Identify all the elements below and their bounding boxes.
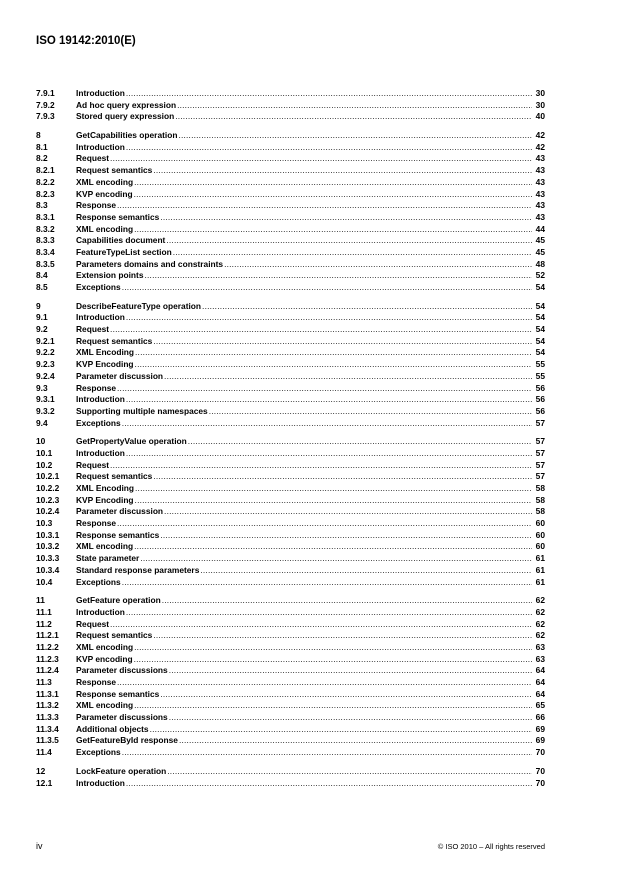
toc-section-gap	[36, 123, 545, 130]
toc-entry-title: Request	[76, 324, 110, 335]
toc-leader-dots	[126, 88, 532, 100]
toc-entry-number: 11.4	[36, 747, 52, 758]
toc-entry-page: 58	[535, 483, 545, 493]
toc-entry[interactable]	[36, 312, 545, 324]
toc-entry[interactable]	[36, 259, 545, 271]
toc-entry-title: Introduction	[76, 88, 125, 98]
document-header: ISO 19142:2010(E)	[36, 35, 136, 47]
toc-entry-page: 55	[535, 359, 545, 370]
toc-entry-number: 9.4	[36, 417, 48, 428]
toc-leader-dots	[135, 483, 532, 495]
toc-entry-number: 11.3.5	[36, 735, 59, 746]
toc-entry-title: Request	[76, 153, 110, 164]
toc-entry[interactable]	[36, 766, 545, 778]
toc-entry-number: 8.3.2	[36, 223, 55, 234]
toc-entry-page: 62	[535, 630, 545, 641]
toc-entry-number: 10.3	[36, 518, 53, 529]
toc-entry-page: 43	[535, 165, 545, 176]
toc-entry[interactable]	[36, 460, 545, 472]
toc-leader-dots	[140, 553, 532, 565]
toc-leader-dots	[110, 324, 532, 336]
toc-entry[interactable]	[36, 712, 545, 724]
toc-leader-dots	[134, 700, 532, 712]
toc-leader-dots	[202, 301, 532, 313]
toc-entry-title: GetFeatureById response	[76, 735, 178, 746]
toc-entry-page: 60	[535, 541, 545, 552]
toc-entry-page: 66	[535, 712, 545, 723]
toc-entry-page: 65	[535, 700, 545, 711]
toc-entry-page: 61	[535, 564, 545, 575]
toc-entry-title: KVP encoding	[76, 188, 133, 199]
toc-entry-title: Request semantics	[76, 165, 153, 176]
toc-leader-dots	[173, 247, 532, 259]
toc-entry[interactable]	[36, 577, 545, 589]
toc-entry-page: 57	[535, 447, 545, 458]
toc-entry[interactable]	[36, 282, 545, 294]
toc-entry-page: 45	[535, 235, 545, 246]
toc-leader-dots	[134, 224, 532, 236]
toc-leader-dots	[117, 518, 532, 530]
toc-entry[interactable]	[36, 270, 545, 282]
toc-entry-number: 11.2.2	[36, 641, 59, 652]
toc-entry-number: 11.3	[36, 677, 52, 687]
toc-entry-page: 64	[535, 688, 545, 699]
toc-entry-number: 9.1	[36, 312, 48, 323]
toc-entry-page: 54	[535, 312, 545, 323]
page-number: iv	[36, 841, 43, 851]
toc-entry-number: 8.3.4	[36, 246, 55, 257]
copyright-notice: © ISO 2010 – All rights reserved	[437, 842, 545, 851]
toc-leader-dots	[134, 177, 532, 189]
toc-leader-dots	[110, 153, 532, 165]
toc-entry-page: 42	[535, 141, 545, 152]
toc-entry-number: 7.9.2	[36, 99, 55, 110]
toc-entry-title: KVP Encoding	[76, 494, 134, 505]
toc-entry-number: 12	[36, 765, 46, 776]
toc-leader-dots	[162, 595, 532, 607]
toc-entry-page: 54	[535, 324, 545, 335]
toc-entry[interactable]	[36, 700, 545, 712]
toc-entry-page: 70	[535, 747, 545, 758]
toc-entry[interactable]	[36, 200, 545, 212]
toc-entry-title: Stored query expression	[76, 111, 175, 122]
toc-entry-page: 30	[535, 88, 545, 98]
toc-entry-title: KVP encoding	[76, 653, 133, 664]
toc-entry[interactable]	[36, 747, 545, 759]
toc-entry-page: 60	[535, 518, 545, 529]
toc-entry-number: 10.2.3	[36, 494, 60, 505]
toc-entry-number: 9.2	[36, 324, 48, 335]
toc-entry[interactable]	[36, 336, 545, 348]
toc-entry-number: 11.2.4	[36, 665, 59, 676]
toc-entry-page: 54	[535, 335, 545, 346]
toc-section-gap	[36, 294, 545, 301]
toc-entry[interactable]	[36, 189, 545, 201]
toc-entry[interactable]	[36, 130, 545, 142]
toc-section-gap	[36, 429, 545, 436]
toc-entry-title: GetPropertyValue operation	[76, 436, 187, 447]
toc-entry-number: 8.5	[36, 282, 48, 292]
toc-leader-dots	[224, 259, 532, 271]
toc-entry-title: Parameters domains and constraints	[76, 258, 224, 269]
toc-entry-title: Response semantics	[76, 211, 160, 222]
toc-entry-title: Introduction	[76, 394, 125, 405]
toc-entry-number: 11.3.3	[36, 712, 59, 723]
toc-leader-dots	[135, 359, 532, 371]
toc-entry-title: Introduction	[76, 777, 125, 788]
toc-entry-number: 7.9.1	[36, 88, 55, 98]
toc-leader-dots	[134, 642, 532, 654]
toc-entry[interactable]	[36, 111, 545, 123]
toc-entry-number: 8.2.1	[36, 165, 55, 176]
toc-entry-number: 8.4	[36, 270, 48, 281]
toc-entry-number: 10.3.1	[36, 529, 60, 540]
toc-entry-number: 10	[36, 436, 46, 447]
toc-entry-number: 9.2.1	[36, 335, 55, 346]
toc-entry-title: Introduction	[76, 312, 125, 323]
toc-entry[interactable]	[36, 212, 545, 224]
toc-leader-dots	[179, 735, 532, 747]
toc-entry[interactable]	[36, 235, 545, 247]
toc-entry[interactable]	[36, 301, 545, 313]
toc-entry[interactable]	[36, 88, 545, 100]
toc-entry[interactable]	[36, 607, 545, 619]
toc-entry-page: 43	[535, 153, 545, 164]
toc-entry-title: KVP Encoding	[76, 359, 134, 370]
toc-entry-number: 9.2.4	[36, 370, 55, 381]
toc-entry[interactable]	[36, 778, 545, 790]
toc-entry-number: 9.2.3	[36, 359, 55, 370]
toc-leader-dots	[126, 142, 532, 154]
toc-entry-title: XML encoding	[76, 176, 134, 187]
toc-entry-number: 10.2.4	[36, 506, 60, 517]
toc-entry-title: Request	[76, 459, 110, 470]
toc-entry-page: 42	[535, 130, 545, 141]
toc-entry-title: GetCapabilities operation	[76, 130, 178, 141]
toc-entry[interactable]	[36, 654, 545, 666]
toc-entry-page: 54	[535, 347, 545, 358]
toc-entry[interactable]	[36, 471, 545, 483]
toc-leader-dots	[135, 495, 532, 507]
toc-entry-number: 11.2.1	[36, 630, 59, 641]
toc-entry-title: Introduction	[76, 606, 125, 617]
toc-entry-number: 8.2.2	[36, 176, 55, 187]
toc-leader-dots	[122, 577, 532, 589]
toc-entry-title: State parameter	[76, 553, 140, 564]
toc-entry[interactable]	[36, 359, 545, 371]
toc-leader-dots	[144, 270, 532, 282]
toc-leader-dots	[117, 677, 532, 689]
toc-entry-title: Request semantics	[76, 471, 153, 482]
toc-leader-dots	[135, 347, 532, 359]
toc-entry-number: 8.3.5	[36, 258, 55, 269]
toc-entry-number: 10.2.2	[36, 483, 60, 493]
toc-entry-title: XML encoding	[76, 700, 134, 711]
toc-leader-dots	[175, 111, 532, 123]
toc-leader-dots	[126, 448, 532, 460]
toc-entry-title: DescribeFeatureType operation	[76, 300, 202, 311]
toc-leader-dots	[153, 336, 532, 348]
toc-entry-number: 9	[36, 300, 41, 311]
toc-entry[interactable]	[36, 406, 545, 418]
toc-leader-dots	[134, 654, 532, 666]
toc-leader-dots	[169, 712, 532, 724]
toc-entry-number: 12.1	[36, 777, 53, 788]
toc-leader-dots	[209, 406, 532, 418]
toc-entry-number: 8.3.3	[36, 235, 55, 246]
toc-entry-page: 56	[535, 394, 545, 405]
toc-leader-dots	[167, 766, 532, 778]
toc-entry-title: Standard response parameters	[76, 564, 200, 575]
toc-entry-page: 63	[535, 641, 545, 652]
toc-entry-number: 8.2	[36, 153, 48, 164]
toc-leader-dots	[150, 724, 532, 736]
toc-entry[interactable]	[36, 347, 545, 359]
toc-leader-dots	[122, 418, 532, 430]
toc-entry-number: 10.3.2	[36, 541, 60, 552]
toc-entry[interactable]	[36, 518, 545, 530]
toc-entry-page: 57	[535, 459, 545, 470]
toc-entry-title: LockFeature operation	[76, 765, 167, 776]
toc-entry-page: 58	[535, 494, 545, 505]
toc-entry-title: Parameter discussion	[76, 506, 164, 517]
toc-entry-title: Introduction	[76, 447, 125, 458]
toc-entry-number: 11	[36, 595, 45, 606]
toc-entry[interactable]	[36, 541, 545, 553]
toc-entry[interactable]	[36, 436, 545, 448]
toc-entry[interactable]	[36, 371, 545, 383]
toc-entry-page: 30	[535, 99, 545, 110]
toc-leader-dots	[160, 212, 532, 224]
toc-leader-dots	[160, 689, 532, 701]
toc-entry-page: 56	[535, 405, 545, 416]
toc-entry[interactable]	[36, 418, 545, 430]
toc-entry-title: Response semantics	[76, 529, 160, 540]
toc-entry-title: Response	[76, 677, 117, 687]
toc-entry-number: 8.2.3	[36, 188, 55, 199]
toc-entry-title: Introduction	[76, 141, 125, 152]
toc-leader-dots	[166, 235, 532, 247]
toc-entry[interactable]	[36, 324, 545, 336]
toc-entry-title: Capabilities document	[76, 235, 166, 246]
toc-entry-number: 9.3	[36, 382, 48, 393]
toc-entry-page: 56	[535, 382, 545, 393]
toc-entry-title: FeatureTypeList section	[76, 246, 172, 257]
toc-entry[interactable]	[36, 595, 545, 607]
toc-entry[interactable]	[36, 495, 545, 507]
toc-leader-dots	[153, 165, 532, 177]
toc-entry-page: 60	[535, 529, 545, 540]
toc-leader-dots	[169, 665, 532, 677]
toc-entry-title: Request semantics	[76, 630, 153, 641]
toc-entry-number: 11.3.2	[36, 700, 59, 711]
toc-entry-page: 61	[535, 576, 545, 587]
toc-entry-page: 69	[535, 735, 545, 746]
toc-entry-number: 8.3.1	[36, 211, 55, 222]
toc-leader-dots	[126, 394, 532, 406]
toc-entry-title: Exceptions	[76, 282, 121, 292]
toc-entry[interactable]	[36, 483, 545, 495]
toc-entry-page: 64	[535, 677, 545, 687]
toc-leader-dots	[110, 460, 532, 472]
toc-entry-page: 54	[535, 300, 545, 311]
toc-entry-page: 62	[535, 606, 545, 617]
toc-entry[interactable]	[36, 677, 545, 689]
toc-entry-number: 10.3.4	[36, 564, 60, 575]
toc-entry-title: Extension points	[76, 270, 144, 281]
toc-leader-dots	[117, 383, 532, 395]
toc-entry-title: GetFeature operation	[76, 595, 161, 606]
toc-entry[interactable]	[36, 565, 545, 577]
toc-leader-dots	[153, 471, 532, 483]
toc-leader-dots	[153, 630, 532, 642]
toc-entry-title: XML encoding	[76, 223, 134, 234]
toc-entry[interactable]	[36, 153, 545, 165]
toc-entry-number: 9.3.1	[36, 394, 55, 405]
toc-entry[interactable]	[36, 689, 545, 701]
toc-entry-page: 45	[535, 246, 545, 257]
toc-entry-page: 44	[535, 223, 545, 234]
toc-entry-title: XML encoding	[76, 541, 134, 552]
toc-entry-number: 8.3	[36, 200, 48, 211]
toc-entry[interactable]	[36, 394, 545, 406]
toc-entry-title: Request semantics	[76, 335, 153, 346]
toc-leader-dots	[164, 506, 532, 518]
toc-leader-dots	[164, 371, 532, 383]
toc-entry[interactable]	[36, 224, 545, 236]
toc-entry[interactable]	[36, 165, 545, 177]
toc-entry[interactable]	[36, 100, 545, 112]
toc-entry-page: 63	[535, 653, 545, 664]
toc-entry-title: Request	[76, 618, 110, 629]
toc-entry-page: 48	[535, 258, 545, 269]
toc-entry[interactable]	[36, 619, 545, 631]
toc-entry[interactable]	[36, 247, 545, 259]
toc-entry-title: Exceptions	[76, 747, 121, 758]
toc-leader-dots	[160, 530, 532, 542]
toc-entry-page: 54	[535, 282, 545, 292]
toc-entry-title: Exceptions	[76, 417, 121, 428]
toc-entry-page: 69	[535, 723, 545, 734]
toc-entry[interactable]	[36, 177, 545, 189]
toc-entry[interactable]	[36, 724, 545, 736]
toc-leader-dots	[126, 312, 532, 324]
table-of-contents	[36, 88, 545, 789]
toc-entry-title: XML Encoding	[76, 483, 135, 493]
toc-entry-title: XML Encoding	[76, 347, 135, 358]
toc-entry-page: 52	[535, 270, 545, 281]
toc-leader-dots	[177, 100, 532, 112]
toc-entry-number: 10.3.3	[36, 553, 60, 564]
toc-entry-page: 43	[535, 211, 545, 222]
toc-entry-title: Additional objects	[76, 723, 149, 734]
toc-entry[interactable]	[36, 630, 545, 642]
toc-entry-number: 7.9.3	[36, 111, 55, 122]
toc-entry-number: 10.2	[36, 459, 53, 470]
toc-entry-page: 62	[535, 618, 545, 629]
toc-entry-page: 57	[535, 417, 545, 428]
toc-section-gap	[36, 759, 545, 766]
toc-entry-title: Exceptions	[76, 576, 121, 587]
toc-entry[interactable]	[36, 448, 545, 460]
toc-entry-title: Parameter discussion	[76, 370, 164, 381]
toc-entry[interactable]	[36, 383, 545, 395]
toc-entry-title: Supporting multiple namespaces	[76, 405, 208, 416]
toc-entry-page: 40	[535, 111, 545, 122]
toc-entry-page: 43	[535, 176, 545, 187]
toc-entry-page: 58	[535, 506, 545, 517]
toc-entry-number: 8.1	[36, 141, 48, 152]
toc-entry-number: 10.4	[36, 576, 53, 587]
toc-leader-dots	[134, 541, 532, 553]
toc-entry[interactable]	[36, 665, 545, 677]
toc-leader-dots	[188, 436, 532, 448]
toc-leader-dots	[122, 747, 532, 759]
toc-entry-title: Response	[76, 518, 117, 529]
toc-entry-title: XML encoding	[76, 641, 134, 652]
toc-entry-page: 70	[535, 765, 545, 776]
toc-leader-dots	[122, 282, 532, 294]
toc-entry-number: 9.2.2	[36, 347, 55, 358]
toc-leader-dots	[110, 619, 532, 631]
toc-entry-title: Response	[76, 382, 117, 393]
toc-entry-number: 11.1	[36, 606, 52, 617]
toc-entry[interactable]	[36, 142, 545, 154]
toc-entry-number: 9.3.2	[36, 405, 55, 416]
toc-leader-dots	[126, 778, 532, 790]
toc-leader-dots	[178, 130, 532, 142]
toc-entry-title: Ad hoc query expression	[76, 99, 177, 110]
toc-leader-dots	[117, 200, 532, 212]
toc-entry-page: 57	[535, 471, 545, 482]
toc-entry-number: 11.2	[36, 618, 52, 629]
toc-entry-page: 43	[535, 188, 545, 199]
toc-section-gap	[36, 588, 545, 595]
toc-entry[interactable]	[36, 506, 545, 518]
toc-entry[interactable]	[36, 553, 545, 565]
toc-entry-number: 10.1	[36, 447, 53, 458]
toc-leader-dots	[200, 565, 532, 577]
toc-entry-title: Parameter discussions	[76, 712, 168, 723]
toc-entry-page: 57	[535, 436, 545, 447]
toc-entry-title: Parameter discussions	[76, 665, 168, 676]
toc-entry[interactable]	[36, 530, 545, 542]
toc-entry-page: 70	[535, 777, 545, 788]
toc-entry-title: Response semantics	[76, 688, 160, 699]
toc-entry-number: 11.2.3	[36, 653, 59, 664]
toc-entry-title: Response	[76, 200, 117, 211]
toc-entry-page: 61	[535, 553, 545, 564]
toc-entry-page: 43	[535, 200, 545, 211]
toc-entry[interactable]	[36, 735, 545, 747]
toc-entry-page: 64	[535, 665, 545, 676]
toc-entry-number: 8	[36, 130, 41, 141]
toc-entry[interactable]	[36, 642, 545, 654]
toc-leader-dots	[126, 607, 532, 619]
toc-entry-number: 11.3.1	[36, 688, 59, 699]
toc-entry-page: 62	[535, 595, 545, 606]
toc-leader-dots	[134, 189, 532, 201]
toc-entry-number: 11.3.4	[36, 723, 59, 734]
toc-entry-number: 10.2.1	[36, 471, 60, 482]
toc-entry-page: 55	[535, 370, 545, 381]
